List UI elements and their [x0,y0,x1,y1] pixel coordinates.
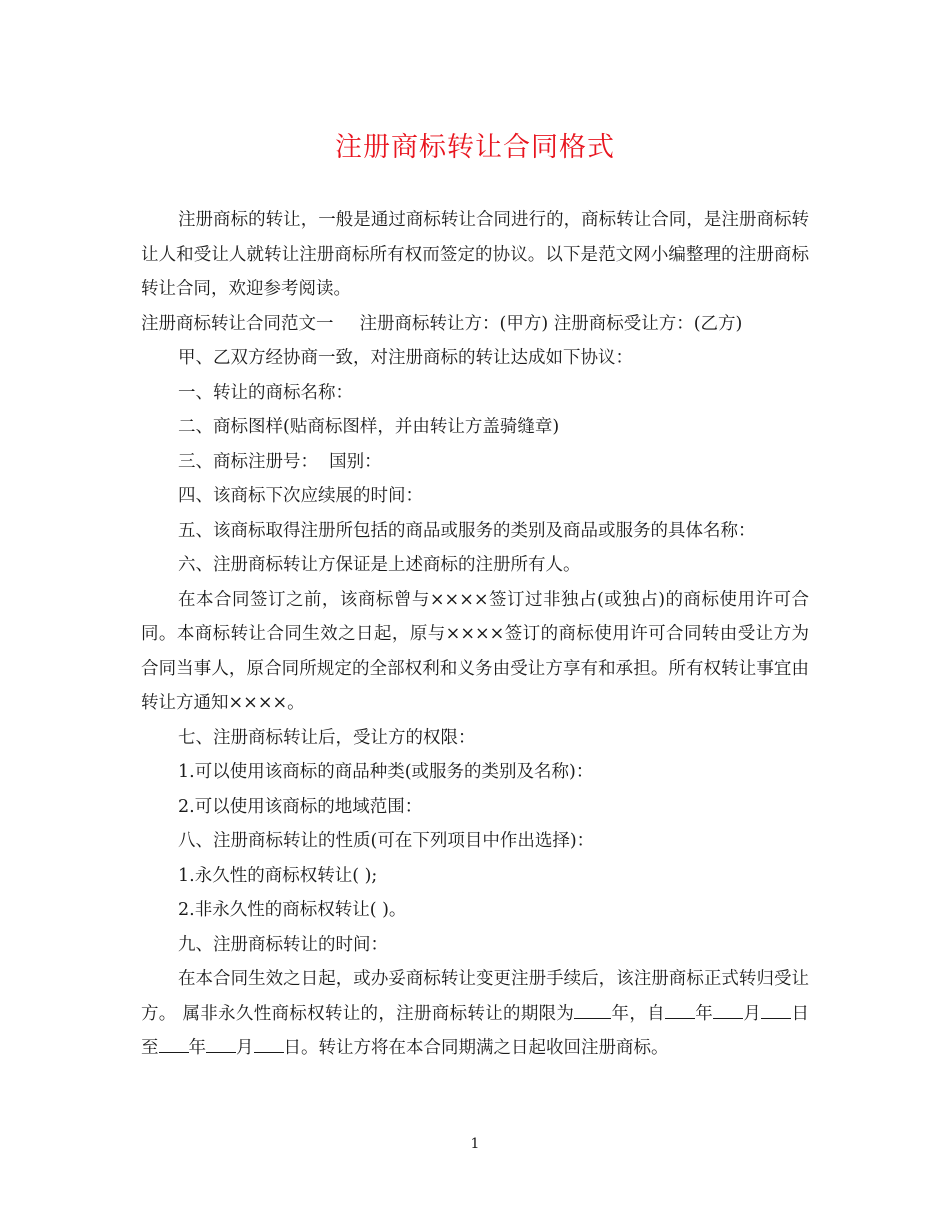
clause-8-1: 1.永久性的商标权转让( ); [178,865,378,886]
term-text-5: 日至 [141,1003,810,1058]
start-year-blank [665,999,695,1018]
clause-7-2: 2.可以使用该商标的地域范围： [178,796,423,817]
start-day-blank [761,999,791,1018]
term-text-1: 在本合同生效之日起，或办妥商标转让变更注册手续后，该注册商标正式转归受让方。 属非永久性商标权转让的，注册商标转让的期限为 [141,969,809,1024]
end-year-blank [159,1034,189,1053]
clause-2: 二、商标图样(贴商标图样，并由转让方盖骑缝章) [178,417,560,437]
clause-8: 八、注册商标转让的性质(可在下列项目中作出选择)： [178,831,595,851]
start-month-blank [713,999,743,1018]
clause-7-1: 1.可以使用该商标的商品种类(或服务的类别及名称)： [178,762,594,782]
agreement-intro: 甲、乙双方经协商一致，对注册商标的转让达成如下协议： [178,348,633,368]
clause-7: 七、注册商标转让后，受让方的权限： [178,727,476,748]
term-paragraph [141,962,809,1066]
term-text-8: 日。转让方将在本合同期满之日起收回注册商标。 [283,1038,669,1058]
clause-5: 五、该商标取得注册所包括的商品或服务的类别及商品或服务的具体名称： [178,520,756,541]
sample-heading: 注册商标转让合同范文一 [141,313,334,334]
document-title: 注册商标转让合同格式 [335,132,615,163]
sample-heading-line [141,307,809,342]
clause-8-2: 2.非永久性的商标权转让( )。 [178,900,407,920]
term-text-2: 年，自 [611,1003,665,1024]
clause-3: 三、商标注册号： 国别： [178,451,382,472]
term-text-3: 年 [694,1003,714,1024]
end-month-blank [206,1034,236,1053]
term-text-4: 月 [743,1003,762,1024]
parties-line: 注册商标转让方：(甲方) 注册商标受让方：(乙方) [359,313,743,334]
term-years-blank [574,999,611,1018]
clause-6: 六、注册商标转让方保证是上述商标的注册所有人。 [178,555,581,575]
term-text-7: 月 [236,1038,254,1058]
intro-paragraph: 注册商标的转让，一般是通过商标转让合同进行的，商标转让合同，是注册商标转让人和受让人就转让注册商标所有权而签定的协议。以下是范文网小编整理的注册商标转让合同，欢迎参考阅读。 [141,210,809,299]
clause-1: 一、转让的商标名称： [178,382,353,403]
page-number: 1 [470,1136,480,1152]
license-paragraph: 在本合同签订之前，该商标曾与××××签订过非独占(或独占)的商标使用许可合同。本商标转让合同生效之日起，原与××××签订的商标使用许可合同转由受让方为合同当事人，原合同所规定的全部权利和义务由受让方享有和承担。所有权转让事宜由转让方通知××××。 [141,589,809,713]
end-day-blank [254,1034,284,1053]
document-body [141,203,809,1066]
term-text-6: 年 [188,1038,206,1058]
clause-9: 九、注册商标转让的时间： [178,934,388,955]
clause-4: 四、该商标下次应续展的时间： [178,486,423,506]
